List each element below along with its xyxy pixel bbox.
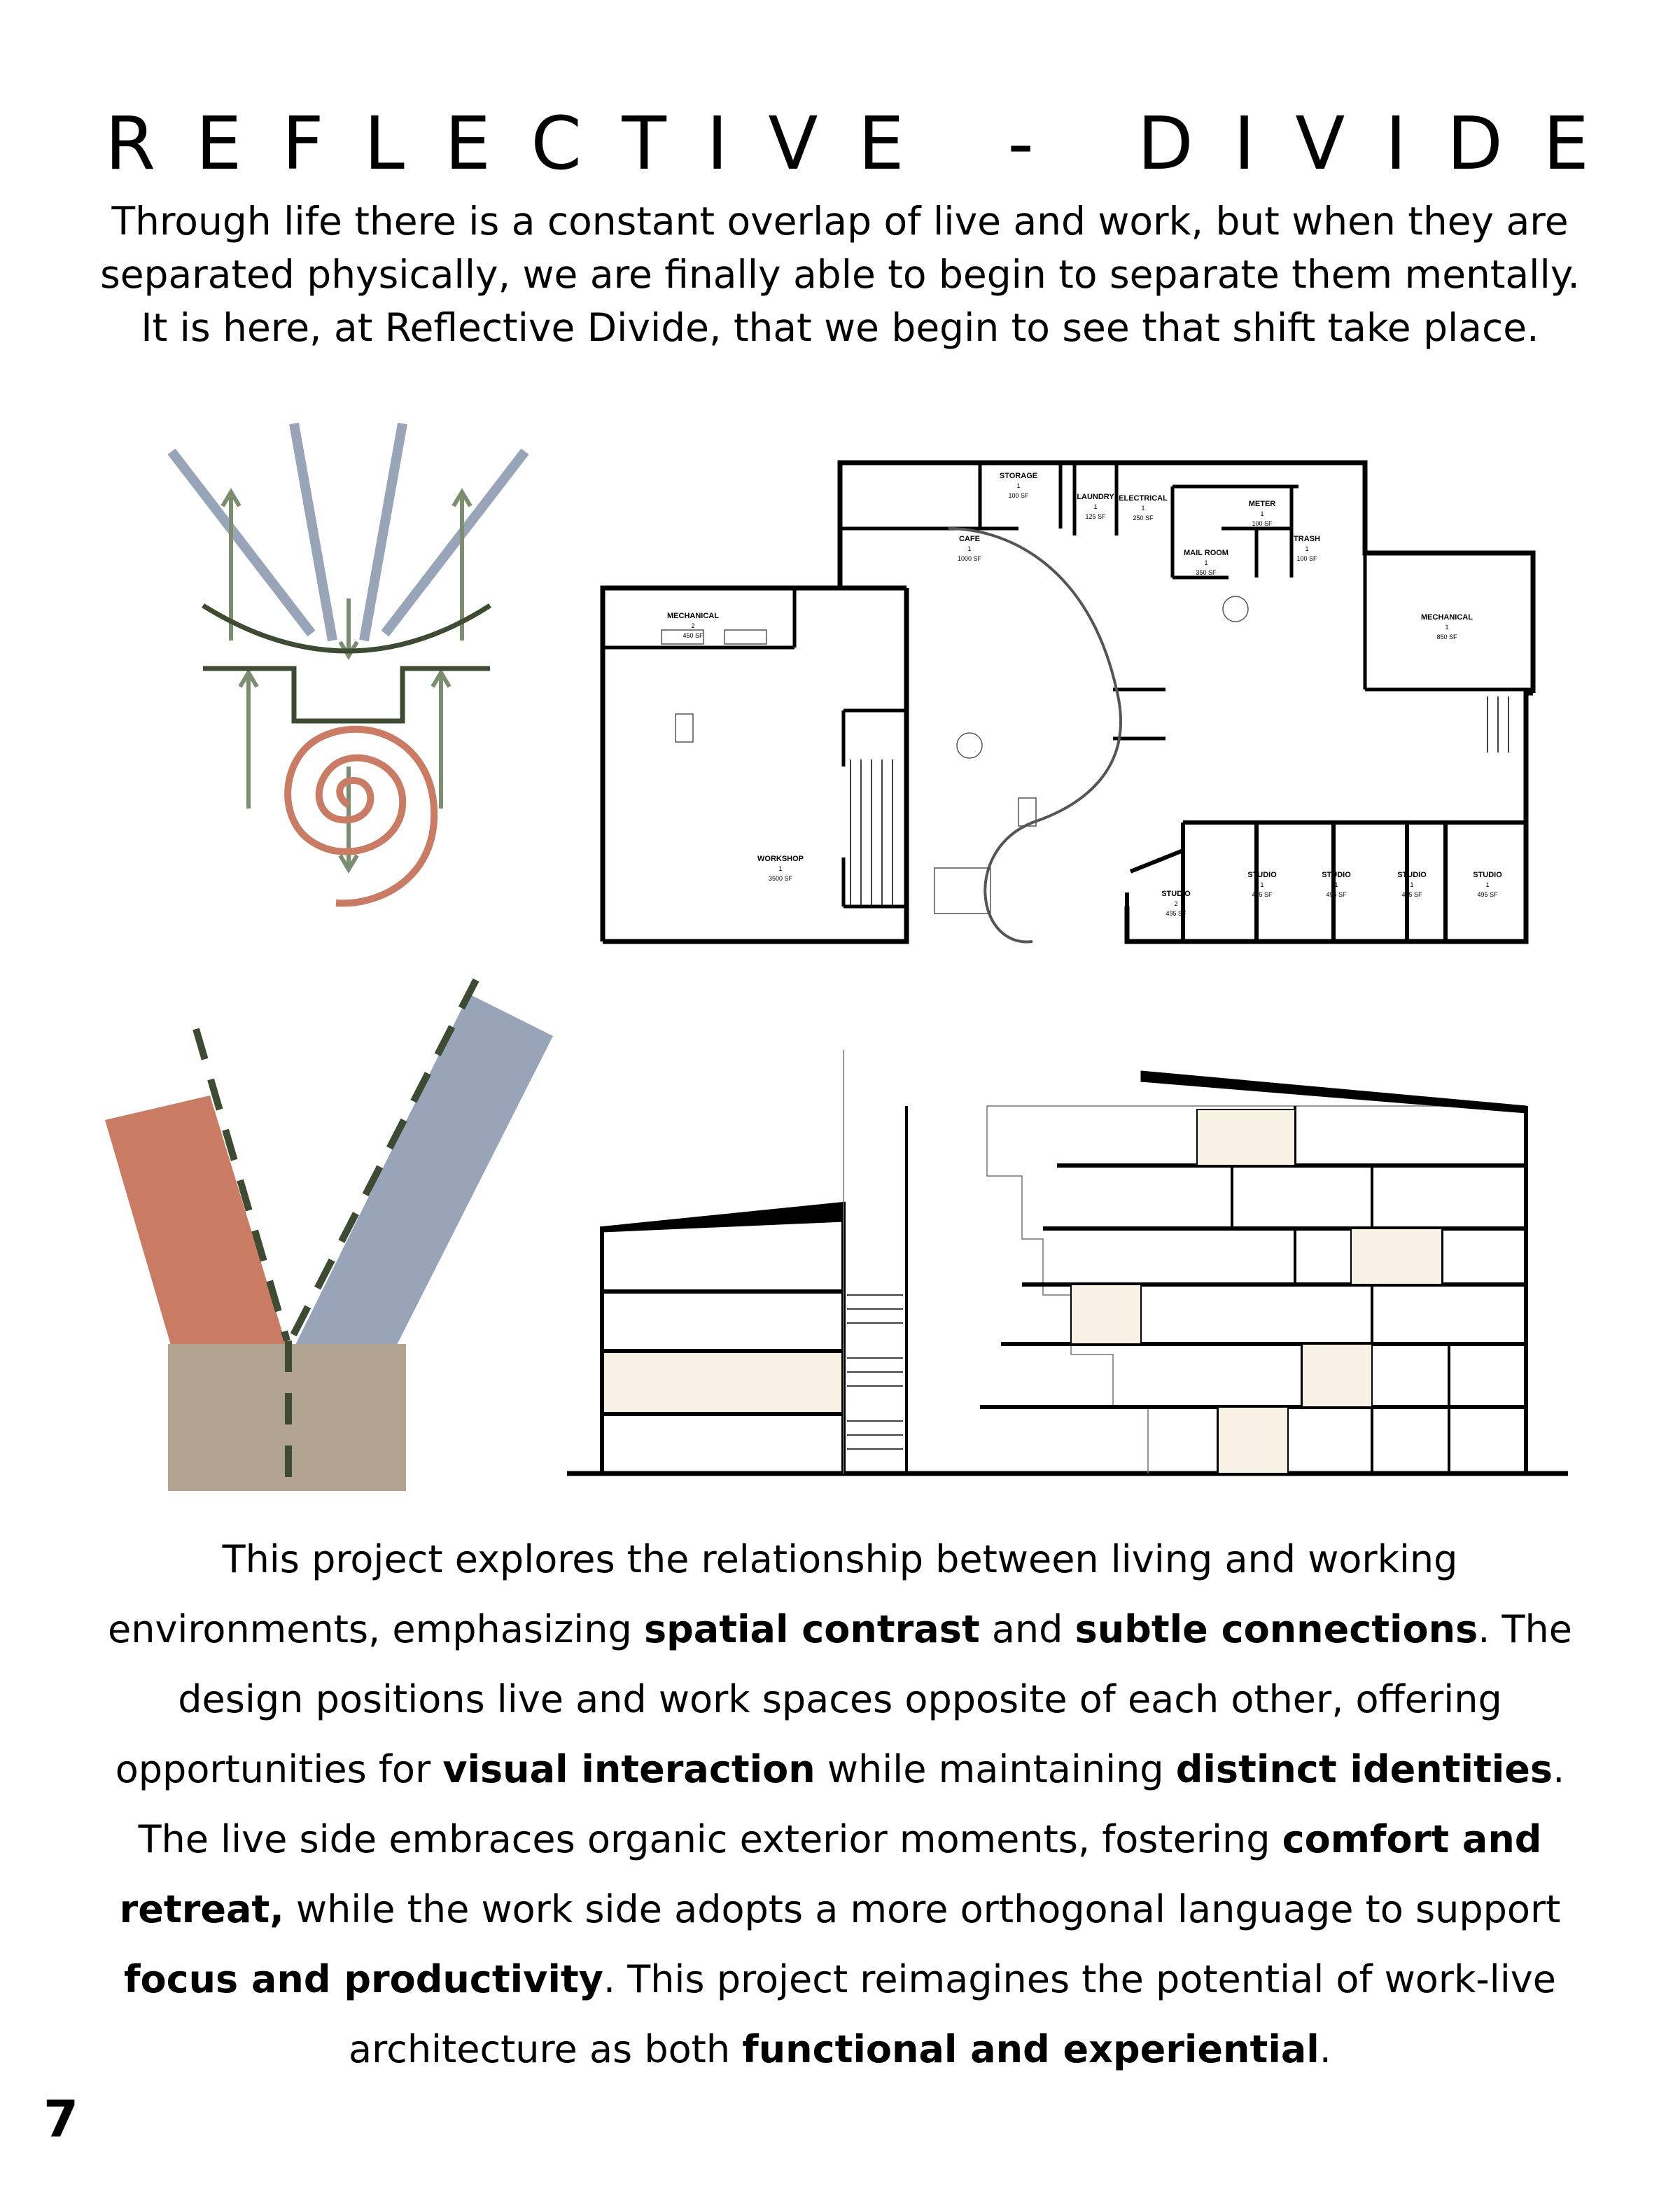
room-studio-1a: STUDIO xyxy=(1247,871,1277,879)
svg-text:1: 1 xyxy=(1334,881,1338,888)
title-letter: E xyxy=(858,101,904,186)
title-letter: T xyxy=(622,101,666,186)
concept-diagram-divide xyxy=(98,973,560,1505)
svg-text:495 SF: 495 SF xyxy=(1252,891,1273,898)
room-storage: STORAGE xyxy=(999,472,1038,480)
room-studio-1c: STUDIO xyxy=(1397,871,1427,879)
title-letter xyxy=(944,101,967,186)
svg-text:450 SF: 450 SF xyxy=(682,632,704,639)
emphasis-text: spatial contrast xyxy=(643,1607,980,1651)
svg-text:1: 1 xyxy=(1016,482,1021,489)
room-mechanical-2: MECHANICAL xyxy=(667,612,719,620)
intro-paragraph xyxy=(84,195,1596,354)
body-text-run: while maintaining xyxy=(815,1747,1176,1791)
title-letter: L xyxy=(363,101,405,186)
svg-text:1: 1 xyxy=(1204,559,1208,566)
emphasis-text: focus and productivity xyxy=(124,1957,603,2001)
svg-text:495 SF: 495 SF xyxy=(1477,891,1498,898)
building-section xyxy=(567,1043,1568,1488)
title-letter: R xyxy=(105,101,156,186)
concept-diagram-reflection xyxy=(161,416,553,920)
body-text-run: while the work side adopts a more orthogonal language to support xyxy=(284,1887,1561,1931)
room-trash: TRASH xyxy=(1294,535,1320,543)
floor-plan xyxy=(598,458,1554,969)
svg-text:1: 1 xyxy=(1485,881,1490,888)
svg-text:2: 2 xyxy=(691,622,695,629)
body-text-run: This project explores the relationship between living and working environments, emphasizing xyxy=(108,1537,1458,1651)
room-mail-room: MAIL ROOM xyxy=(1184,549,1228,557)
page-number: 7 xyxy=(43,2090,79,2148)
intro-line: separated physically, we are finally able to begin to separate them mentally. xyxy=(100,252,1580,297)
intro-line: Through life there is a constant overlap of live and work, but when they are xyxy=(111,199,1569,244)
title-letter: I xyxy=(1385,101,1407,186)
svg-text:1: 1 xyxy=(1410,881,1414,888)
svg-text:495 SF: 495 SF xyxy=(1401,891,1422,898)
title-letter: D xyxy=(1446,101,1503,186)
room-studio-1d: STUDIO xyxy=(1473,871,1502,879)
title-letter: I xyxy=(1233,101,1255,186)
svg-text:1: 1 xyxy=(1260,510,1264,517)
body-text-run: . This project reimagines the potential of work-live architecture as both xyxy=(349,1957,1556,2071)
project-description xyxy=(91,1525,1589,2085)
room-cafe: CAFE xyxy=(959,535,980,543)
emphasis-text: comfort and retreat, xyxy=(119,1817,1542,1931)
title-letter: C xyxy=(531,101,582,186)
title-letter: E xyxy=(1543,101,1589,186)
svg-text:350 SF: 350 SF xyxy=(1196,569,1217,576)
emphasis-text: subtle connections xyxy=(1074,1607,1478,1651)
room-studio-1b: STUDIO xyxy=(1322,871,1351,879)
svg-text:1: 1 xyxy=(1141,505,1145,512)
room-electrical: ELECTRICAL xyxy=(1119,494,1168,503)
page-title xyxy=(105,98,1589,189)
room-workshop: WORKSHOP xyxy=(757,855,804,863)
svg-text:495 SF: 495 SF xyxy=(1166,910,1186,917)
room-mechanical-1: MECHANICAL xyxy=(1421,613,1473,622)
body-text-run: . The design positions live and work spaces opposite of each other, offering opportunities for xyxy=(115,1607,1572,1791)
svg-text:100 SF: 100 SF xyxy=(1252,520,1273,527)
svg-text:3500 SF: 3500 SF xyxy=(768,875,793,882)
title-letter: E xyxy=(195,101,242,186)
svg-text:1: 1 xyxy=(1305,545,1309,552)
svg-text:1: 1 xyxy=(1260,881,1264,888)
title-letter: V xyxy=(1295,101,1345,186)
svg-text:1: 1 xyxy=(778,865,783,872)
title-letter xyxy=(1074,101,1097,186)
svg-text:1000 SF: 1000 SF xyxy=(957,555,982,562)
svg-text:1: 1 xyxy=(1445,624,1449,631)
emphasis-text: functional and experiential xyxy=(742,2027,1320,2071)
svg-text:125 SF: 125 SF xyxy=(1085,513,1106,520)
body-text-run: . xyxy=(1319,2027,1331,2071)
svg-text:1: 1 xyxy=(1093,503,1098,510)
svg-text:495 SF: 495 SF xyxy=(1326,891,1347,898)
svg-text:850 SF: 850 SF xyxy=(1436,634,1457,640)
title-letter: V xyxy=(768,101,818,186)
emphasis-text: distinct identities xyxy=(1175,1747,1553,1791)
title-letter: - xyxy=(1007,101,1034,186)
room-meter: METER xyxy=(1248,500,1276,508)
emphasis-text: visual interaction xyxy=(442,1747,816,1791)
svg-text:2: 2 xyxy=(1174,900,1178,907)
title-letter: E xyxy=(444,101,491,186)
svg-text:250 SF: 250 SF xyxy=(1133,514,1154,522)
title-letter: D xyxy=(1137,101,1194,186)
body-text-run: . The live side embraces organic exterior moments, fostering xyxy=(138,1747,1565,1861)
room-studio-2: STUDIO xyxy=(1161,890,1191,898)
room-laundry: LAUNDRY xyxy=(1077,493,1114,501)
body-text-run: and xyxy=(979,1607,1075,1651)
svg-text:100 SF: 100 SF xyxy=(1008,492,1029,499)
svg-text:100 SF: 100 SF xyxy=(1296,555,1317,562)
svg-text:1: 1 xyxy=(967,545,972,552)
intro-line: It is here, at Reflective Divide, that we begin to see that shift take place. xyxy=(141,305,1539,350)
title-letter: I xyxy=(706,101,728,186)
title-letter: F xyxy=(281,101,324,186)
